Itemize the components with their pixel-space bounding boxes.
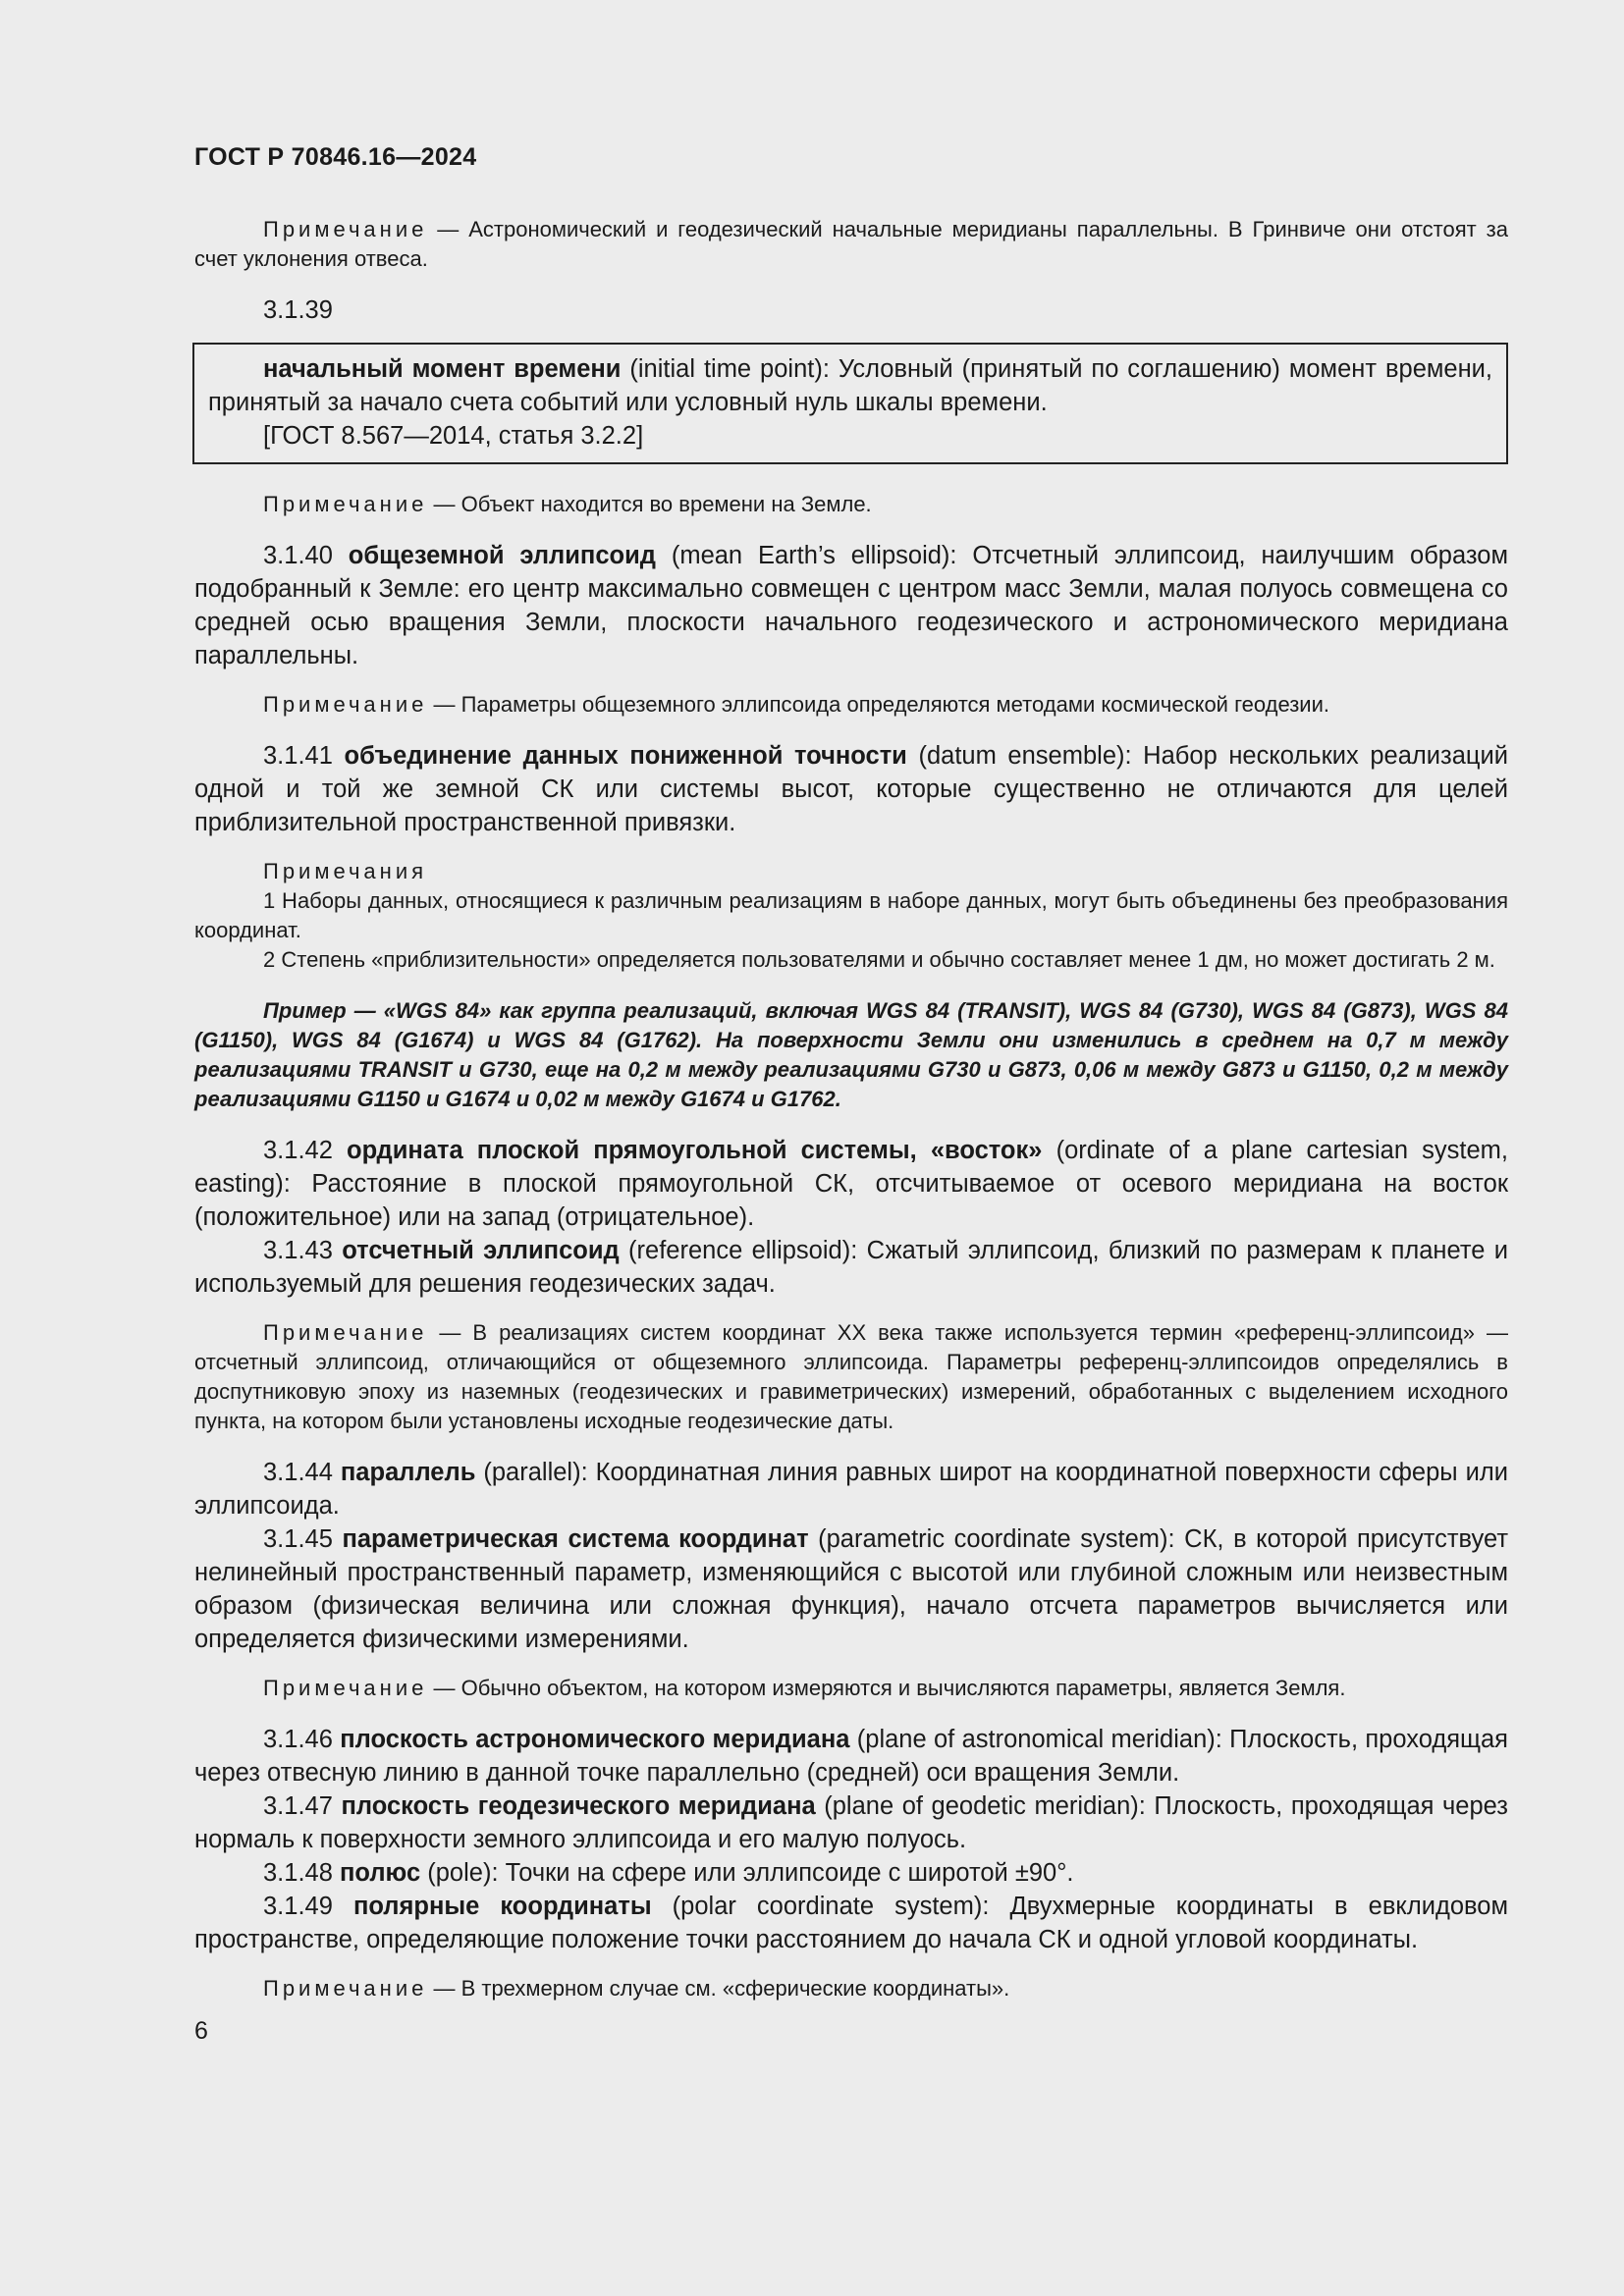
term-number: 3.1.48 [263,1859,333,1887]
note-item: 1 Наборы данных, относящиеся к различным реализациям в наборе данных, могут быть объединены без преобразования координат. [194,888,1508,942]
note-dash: — [427,217,469,241]
term-entry [194,1134,1508,1234]
note-text: В трехмерном случае см. «сферические координаты». [460,1976,1010,2001]
term-name: параллель [340,1459,476,1486]
term-name: ордината плоской прямоугольной системы, «восток» [347,1137,1043,1164]
note-text: Объект находится во времени на Земле. [460,492,872,516]
term-entry [194,1723,1508,1789]
term-definition: (datum ensemble): Набор нескольких реализаций одной и той же земной СК или системы высот, которые существенно не отличаются для целей приблизительной пространственной привязки. [194,742,1508,836]
term-entry [194,1456,1508,1522]
note-text: Обычно объектом, на котором измеряются и вычисляются параметры, является Земля. [460,1676,1346,1700]
term-number: 3.1.42 [263,1137,333,1164]
source-reference: [ГОСТ 8.567—2014, статья 3.2.2] [263,422,644,450]
term-number: 3.1.46 [263,1726,333,1753]
term-definition: (initial time point): Условный (принятый по соглашению) момент времени, принятый за начало счета событий или условный нуль шкалы времени. [208,355,1492,416]
term-name: полюс [340,1859,421,1887]
term-definition: (pole): Точки на сфере или эллипсоиде с широтой ±90°. [420,1859,1074,1887]
note-text: В реализациях систем координат XX века также используется термин «референц-эллипсоид» — отсчетный эллипсоид, отличающийся от общеземного эллипсоида. Параметры референц-эллипсоидов определялись в доспутниковую эпоху из наземных (геодезических и гравиметрических) измерений, обработанных с выделением исходного пункта, на котором были установлены исходные геодезические даты. [194,1320,1508,1433]
note [194,690,1508,720]
page-content [194,143,1508,2046]
notes-block [194,857,1508,975]
page-number: 6 [194,2017,208,2045]
quoted-definition-box [192,343,1508,464]
note-label: Примечание [263,217,428,241]
term-entry [194,1890,1508,1956]
term-entry [194,1789,1508,1856]
note-item: 2 Степень «приблизительности» определяется пользователями и обычно составляет менее 1 дм, но может достигать 2 м. [263,947,1495,972]
term-definition: (parallel): Координатная линия равных широт на координатной поверхности сферы или эллипсоида. [194,1459,1508,1520]
term-entry [194,539,1508,672]
note-label: Примечание [263,1676,428,1700]
term-name: объединение данных пониженной точности [344,742,907,770]
term-number: 3.1.47 [263,1792,333,1820]
term-number: 3.1.49 [263,1893,333,1920]
note [194,1318,1508,1436]
note-label: Примечание [263,1320,428,1345]
term-definition: (plane of geodetic meridian): Плоскость, проходящая через нормаль к поверхности земного эллипсоида и его малую полуось. [194,1792,1508,1853]
term-number: 3.1.45 [263,1525,333,1553]
note [194,1974,1508,2003]
notes-title: Примечания [263,859,428,883]
document-header: ГОСТ Р 70846.16—2024 [194,143,477,171]
term-name: отсчетный эллипсоид [342,1237,620,1264]
term-definition: (parametric coordinate system): СК, в которой присутствует нелинейный пространственный параметр, изменяющийся с высотой или глубиной сложным или неизвестным образом (физическая величина или сложная функция), начало отсчета параметров вычисляется или определяется физическими измерениями. [194,1525,1509,1653]
term-number: 3.1.43 [263,1237,333,1264]
term-definition: (mean Earth’s ellipsoid): Отсчетный эллипсоид, наилучшим образом подобранный к Земле: его центр максимально совмещен с центром масс Земли, малая полуось совмещена со средней осью вращения Земли, плоскости начального геодезического и астрономического меридиана параллельны. [194,542,1508,669]
term-number: 3.1.39 [263,296,333,324]
term-name: полярные координаты [352,1893,652,1920]
note-dash: — [427,492,461,516]
note-label: Примечание [263,692,428,717]
term-entry [194,1856,1508,1890]
term-name: плоскость астрономического меридиана [340,1726,850,1753]
term-entry [208,352,1492,419]
example-text: Пример — «WGS 84» как группа реализаций, включая WGS 84 (TRANSIT), WGS 84 (G730), WGS 84 (G873), WGS 84 (G1150), WGS 84 (G1674) и WGS 84 (G1762). На поверхности Земли они изменились в среднем на 0,7 м между реализациями TRANSIT и G730, еще на 0,2 м между реализациями G730 и G873, 0,06 м между G873 и G1150, 0,2 м между реализациями G1150 и G1674 и 0,02 м между G1674 и G1762. [194,998,1508,1111]
term-number: 3.1.44 [263,1459,333,1486]
term-entry [194,1522,1508,1656]
note-dash: — [427,1320,473,1345]
note-dash: — [427,1976,461,2001]
term-name: начальный момент времени [263,355,622,383]
note-label: Примечание [263,492,428,516]
note-label: Примечание [263,1976,428,2001]
term-name: общеземной эллипсоид [348,542,656,569]
note-dash: — [427,1676,461,1700]
term-definition: (ordinate of a plane cartesian system, easting): Расстояние в плоской прямоугольной СК, отсчитываемое от осевого меридиана на восток (положительное) или на запад (отрицательное). [194,1137,1508,1231]
term-definition: (polar coordinate system): Двухмерные координаты в евклидовом пространстве, определяющие положение точки расстоянием до начала СК и одной угловой координаты. [194,1893,1508,1953]
note-text: Астрономический и геодезический начальные меридианы параллельны. В Гринвиче они отстоят за счет уклонения отвеса. [194,217,1508,271]
term-definition: (plane of astronomical meridian): Плоскость, проходящая через отвесную линию в данной точке параллельно (средней) оси вращения Земли. [194,1726,1508,1787]
term-entry [194,1234,1508,1301]
note-text: Параметры общеземного эллипсоида определяются методами космической геодезии. [460,692,1329,717]
note-dash: — [427,692,461,717]
note [194,1674,1508,1703]
term-entry [194,739,1508,839]
term-number: 3.1.41 [263,742,333,770]
term-name: плоскость геодезического меридиана [341,1792,816,1820]
term-name: параметрическая система координат [342,1525,809,1553]
term-number: 3.1.40 [263,542,333,569]
note [194,215,1508,274]
term-definition: (reference ellipsoid): Сжатый эллипсоид, близкий по размерам к планете и используемый для решения геодезических задач. [194,1237,1508,1298]
note [194,490,1508,519]
